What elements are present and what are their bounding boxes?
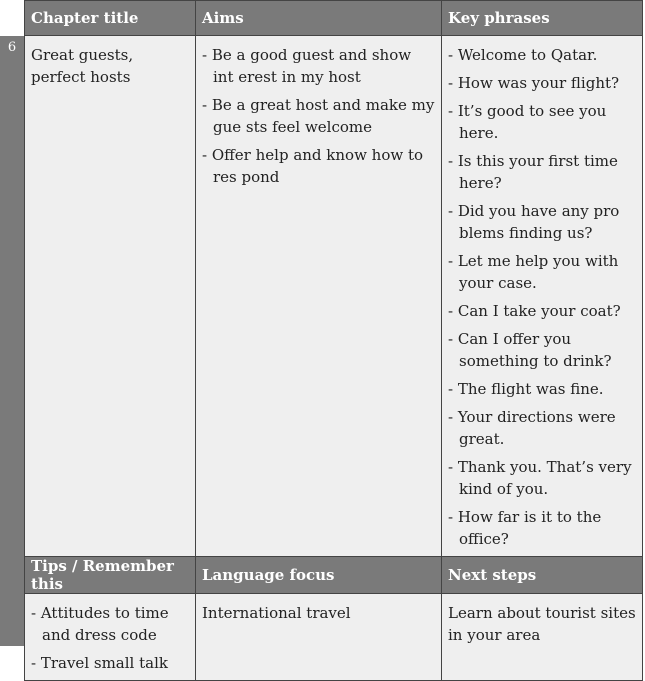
key-phrase-item: - How far is it to the office? — [448, 506, 636, 550]
key-phrase-item: - Can I take your coat? — [448, 300, 636, 322]
tips-list — [31, 602, 189, 674]
row-number: 6 — [7, 40, 17, 55]
chapter-title-text: Great guests, perfect hosts — [31, 46, 134, 86]
language-focus-text: International travel — [202, 604, 351, 622]
lesson-table — [24, 0, 643, 681]
header-language-focus: Language focus — [196, 557, 442, 594]
tip-item: - Attitudes to time and dress code — [31, 602, 189, 646]
key-phrase-item: - Welcome to Qatar. — [448, 44, 636, 66]
language-focus-cell — [196, 594, 442, 681]
key-phrase-item: - How was your flight? — [448, 72, 636, 94]
header-key-phrases: Key phrases — [442, 1, 643, 36]
content-row-bottom — [25, 594, 643, 681]
aim-item: - Be a great host and make my gue sts feel welcome — [202, 94, 435, 138]
key-phrase-item: - It’s good to see you here. — [448, 100, 636, 144]
next-steps-text: Learn about tourist sites in your area — [448, 604, 636, 644]
aim-item: - Be a good guest and show int erest in my host — [202, 44, 435, 88]
aim-item: - Offer help and know how to res pond — [202, 144, 435, 188]
key-phrase-item: - Did you have any pro blems finding us? — [448, 200, 636, 244]
header-aims: Aims — [196, 1, 442, 36]
header-row-top — [25, 1, 643, 36]
header-tips: Tips / Remember this — [25, 557, 196, 594]
row-number-strip — [0, 36, 24, 646]
key-phrase-item: - The flight was fine. — [448, 378, 636, 400]
tip-item: - Travel small talk — [31, 652, 189, 674]
key-phrase-item: - Can I offer you something to drink? — [448, 328, 636, 372]
key-phrases-cell — [442, 36, 643, 557]
key-phrase-item: - Thank you. That’s very kind of you. — [448, 456, 636, 500]
key-phrase-item: - Your directions were great. — [448, 406, 636, 450]
key-phrases-list — [448, 44, 636, 550]
aims-list — [202, 44, 435, 188]
aims-cell — [196, 36, 442, 557]
key-phrase-item: - Is this your first time here? — [448, 150, 636, 194]
next-steps-cell — [442, 594, 643, 681]
chapter-title-cell — [25, 36, 196, 557]
content-row-top — [25, 36, 643, 557]
header-next-steps: Next steps — [442, 557, 643, 594]
header-row-bottom — [25, 557, 643, 594]
tips-cell — [25, 594, 196, 681]
key-phrase-item: - Let me help you with your case. — [448, 250, 636, 294]
header-chapter-title: Chapter title — [25, 1, 196, 36]
